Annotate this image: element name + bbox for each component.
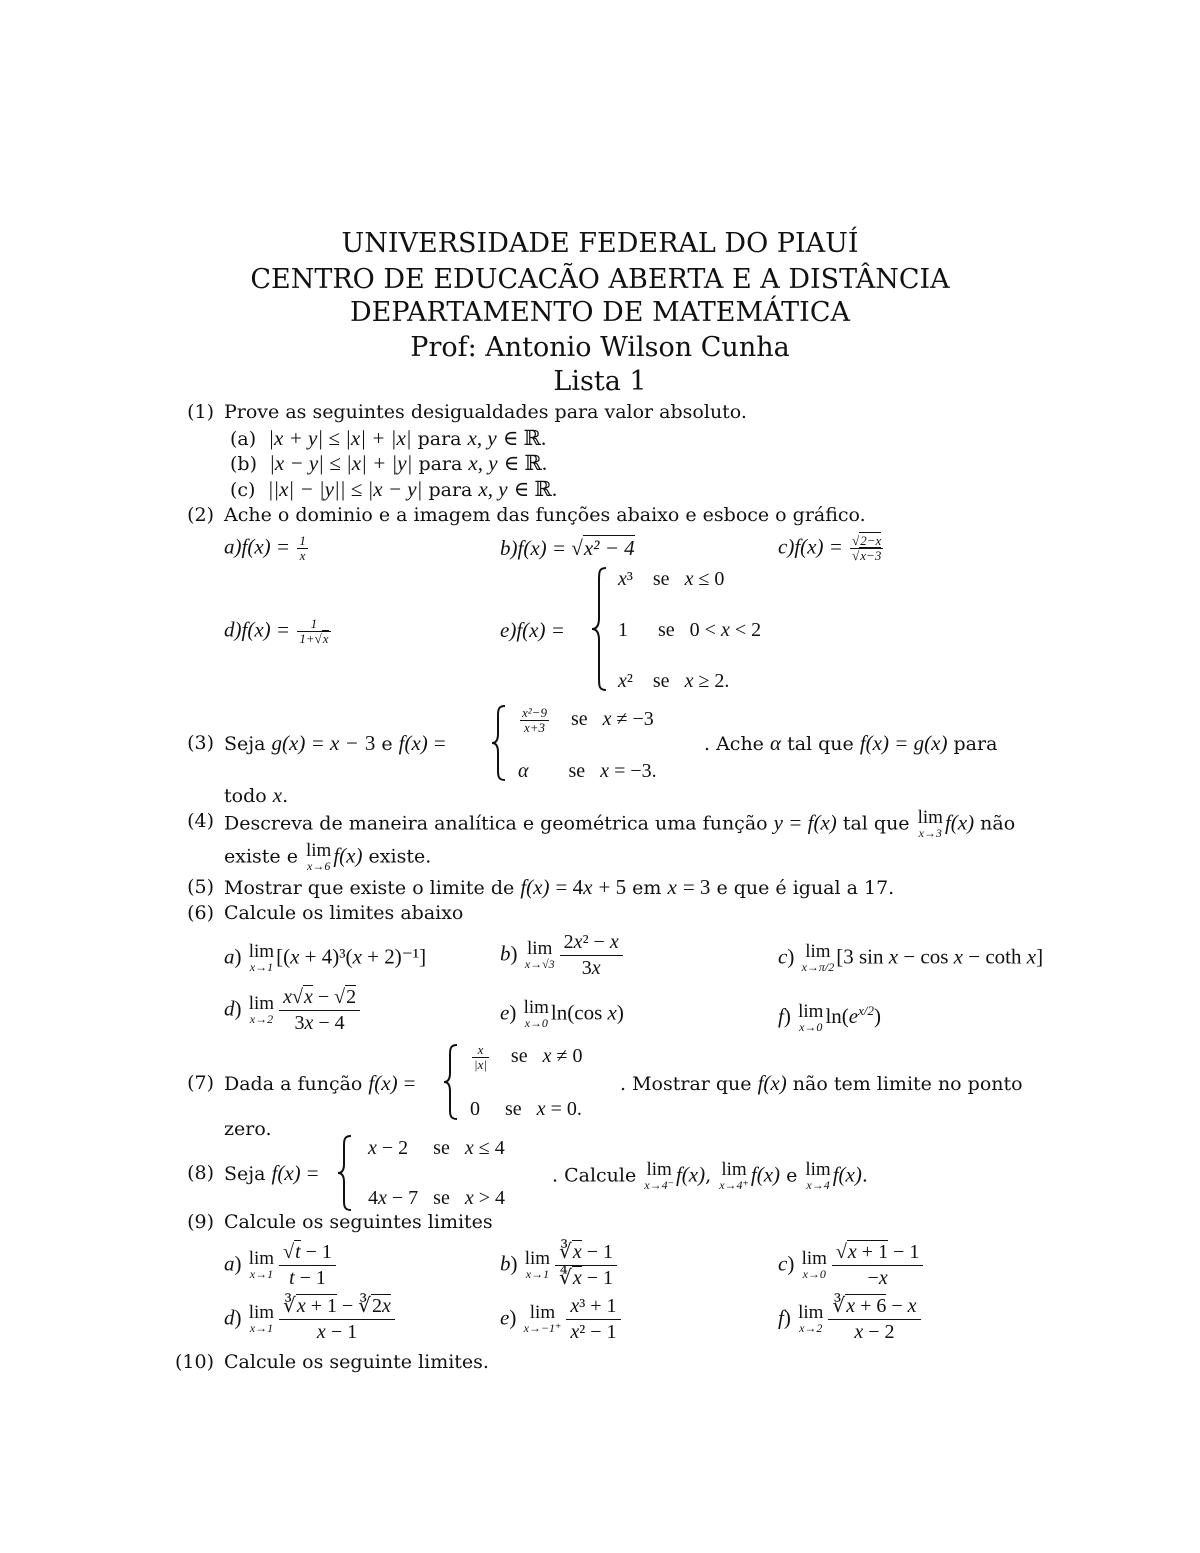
q6-number: (6) (187, 902, 214, 924)
q6f: f) lim x→0 $\ln(e^{x/2})$ (778, 1000, 881, 1034)
q8-piece1: x − 2 se x ≤ 4 (368, 1137, 505, 1159)
q8-text-2: . Calcule lim x→4⁻ f(x), lim x→4⁺ f(x) e lim x→4 f(x). (552, 1159, 868, 1192)
university-name: UNIVERSIDADE FEDERAL DO PIAUÍ (341, 228, 859, 259)
q3-text-2: . Ache α tal que f(x) = g(x) para (704, 731, 998, 755)
q8-number: (8) (187, 1162, 214, 1184)
q6d: d) lim x→2 $\frac{x√x - √2}{3x - 4}$ (224, 985, 363, 1036)
q2e: e)f(x) = (500, 618, 565, 642)
q5-text: Mostrar que existe o limite de f(x) = 4x + 5 em x = 3 e que é igual a 17. (224, 875, 895, 899)
q3-piece2: α se x = −3. (518, 760, 657, 782)
q6a: a) lim x→1 [(x + 4)³(x + 2)⁻¹] (224, 941, 427, 974)
q6c: c) lim x→π/2 [3 sin x − cos x − coth x] (778, 941, 1044, 974)
left-brace-icon (442, 1043, 460, 1121)
q1-text: Prove as seguintes desigualdades para valor absoluto. (224, 401, 747, 423)
q2a: a)f(x) = $\frac{1}{x}$ (224, 533, 306, 563)
q9-number: (9) (187, 1211, 214, 1233)
q9d: d) lim x→1 $\frac{∛x + 1 - ∛2x}{x - 1}$ (224, 1294, 398, 1345)
q2e-piece3: x² se x ≥ 2. (618, 670, 730, 692)
q7-piece2: 0 se x = 0. (470, 1098, 582, 1120)
q9c: c) lim x→0 $\frac{√x + 1 - 1}{-x}$ (778, 1240, 926, 1291)
q2-number: (2) (187, 504, 214, 526)
q1a: (a) |x + y| ≤ |x| + |x| para x, y ∈ ℝ. (230, 426, 547, 450)
q2d: d)f(x) = $\frac{1}{1+√x}$ (224, 616, 329, 646)
q6-text: Calcule os limites abaixo (224, 902, 464, 924)
q6b: b) lim x→√3 $\frac{\text{2x² − x}}{3x}$ (500, 930, 626, 981)
limit-expression: lim x→3 (917, 807, 943, 840)
q3-number: (3) (187, 732, 214, 754)
q2-text: Ache o dominio e a imagem das funções abaixo e esboce o gráfico. (224, 504, 866, 526)
q4-text-2: existe e lim x→6 f(x) existe. (224, 840, 432, 873)
q2b: b)f(x) = √x² − 4 (500, 536, 635, 560)
q8-text-1: Seja f(x) = (224, 1161, 319, 1185)
q4-text-1: Descreva de maneira analítica e geométrica uma função y = f(x) tal que lim x→3 f(x) não (224, 807, 1016, 840)
left-brace-icon (336, 1134, 354, 1212)
q7-text-2: . Mostrar que f(x) não tem limite no ponto (620, 1071, 1023, 1095)
q7-number: (7) (187, 1072, 214, 1094)
limit-expression: lim x→6 (306, 840, 332, 873)
q8-piece2: 4x − 7 se x > 4 (368, 1187, 506, 1209)
q3-piece1: $\frac{\text{x²−9}}{x+3}$ se x ≠ −3 (522, 705, 654, 735)
q3-text-1: Seja g(x) = x − 3 e f(x) = (224, 731, 446, 755)
left-brace-icon (490, 704, 508, 782)
q10-text: Calcule os seguinte limites. (224, 1351, 489, 1373)
q1-number: (1) (187, 401, 214, 423)
professor-name: Prof: Antonio Wilson Cunha (410, 332, 790, 363)
q9-text: Calcule os seguintes limites (224, 1211, 493, 1233)
q7-text-1: Dada a função f(x) = (224, 1071, 416, 1095)
q1b: (b) |x − y| ≤ |x| + |y| para x, y ∈ ℝ. (230, 451, 548, 475)
q1c: (c) ||x| − |y|| ≤ |x − y| para x, y ∈ ℝ. (230, 477, 558, 501)
q3-text-3: todo x. (224, 783, 289, 807)
center-name: CENTRO DE EDUCACÃO ABERTA E A DISTÂNCIA (250, 264, 950, 295)
list-title: Lista 1 (553, 366, 647, 397)
left-brace-icon (590, 566, 610, 692)
q7-text-3: zero. (224, 1118, 272, 1140)
q6e: e) lim x→0 ln(cos x) (500, 997, 624, 1030)
q9a: a) lim x→1 $\frac{√t - 1}{t - 1}$ (224, 1240, 339, 1291)
q9e: e) lim x→−1⁺ $\frac{\text{x³ + 1}}{\text{x² − 1}}$ (500, 1294, 624, 1345)
q10-number: (10) (174, 1351, 214, 1373)
q2e-piece2: 1 se 0 < x < 2 (618, 619, 762, 641)
department-name: DEPARTAMENTO DE MATEMÁTICA (350, 297, 850, 328)
q9b: b) lim x→1 $\frac{∛x - 1}{∜x - 1}$ (500, 1240, 620, 1291)
q5-number: (5) (187, 876, 214, 898)
q4-number: (4) (187, 810, 214, 832)
q7-piece1: $\frac{x}{|x|}$ se x ≠ 0 (474, 1042, 583, 1072)
q2c: c)f(x) = $\frac{√2-x}{√x-3}$ (778, 533, 882, 563)
q9f: f) lim x→2 $\frac{∛x + 6 - x}{x - 2}$ (778, 1294, 924, 1345)
q2e-piece1: x³ se x ≤ 0 (618, 568, 725, 590)
